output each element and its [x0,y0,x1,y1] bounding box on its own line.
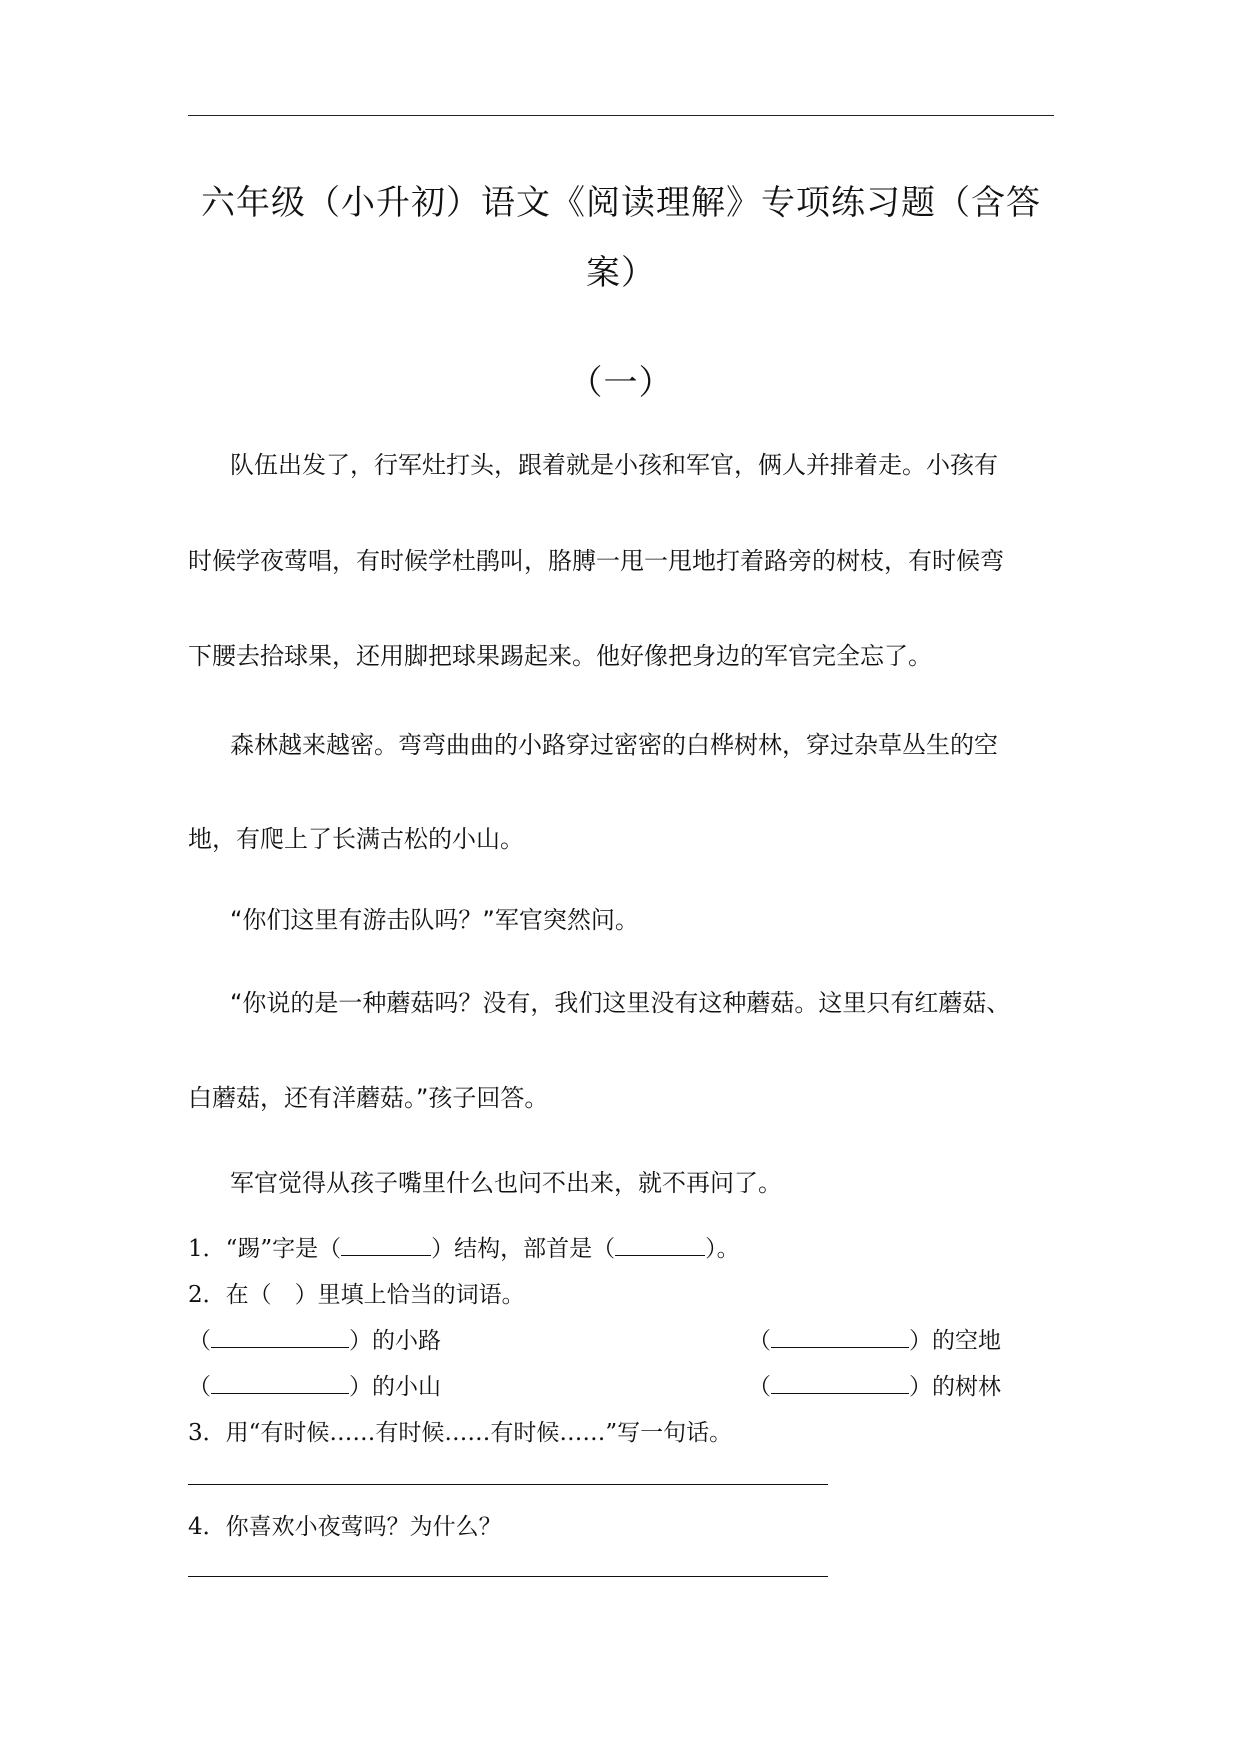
q2-row-2 [188,1368,1054,1401]
passage-line-3: 下腰去拾球果，还用脚把球果踢起来。他好像把身边的军官完全忘了。 [188,642,932,670]
q2-open-1: （ [188,1328,211,1354]
passage-line-9: 军官觉得从孩子嘴里什么也问不出来，就不再问了。 [230,1169,782,1197]
q2-row-1 [188,1322,1054,1355]
passage-line-2: 时候学夜莺唱，有时候学杜鹃叫，胳膊一甩一甩地打着路旁的树枝，有时候弯 [188,547,1004,575]
q2-item-4: ）的树林 [909,1374,1001,1400]
q2-open-3: （ [188,1374,211,1400]
page-title-line-2: 案） [586,253,656,293]
q1-prefix: 1．“踢”字是（ [188,1236,342,1262]
q1-suffix: ）。 [705,1236,740,1262]
q2-item-1: ）的小路 [349,1328,441,1354]
q2-open-4: （ [748,1374,771,1400]
q2-item-3: ）的小山 [349,1374,441,1400]
page-title-line-1: 六年级（小升初）语文《阅读理解》专项练习题（含答 [201,183,1041,223]
q1-middle: ）结构，部首是（ [431,1236,616,1262]
q1-blank-structure[interactable] [341,1233,431,1256]
question-3: 3．用“有时候……有时候……有时候……”写一句话。 [188,1420,733,1446]
q2-open-2: （ [748,1328,771,1354]
question-1 [188,1230,1054,1263]
q4-answer-line[interactable] [188,1576,828,1577]
header-rule [188,115,1054,116]
question-2: 2．在（ ）里填上恰当的词语。 [188,1282,525,1308]
passage-line-4: 森林越来越密。弯弯曲曲的小路穿过密密的白桦树林，穿过杂草丛生的空 [230,731,998,759]
q2-blank-2[interactable] [771,1325,909,1348]
q2-blank-1[interactable] [211,1325,349,1348]
passage-line-6: “你们这里有游击队吗？”军官突然问。 [230,906,639,934]
q1-blank-radical[interactable] [615,1233,705,1256]
q3-answer-line[interactable] [188,1484,828,1485]
q2-item-2: ）的空地 [909,1328,1001,1354]
passage-line-1: 队伍出发了，行军灶打头，跟着就是小孩和军官，俩人并排着走。小孩有 [230,451,998,479]
q2-blank-4[interactable] [771,1371,909,1394]
section-heading: （一） [568,363,674,403]
passage-line-7: “你说的是一种蘑菇吗？没有，我们这里没有这种蘑菇。这里只有红蘑菇、 [230,989,1011,1017]
passage-line-5: 地，有爬上了长满古松的小山。 [188,825,524,853]
passage-line-8: 白蘑菇，还有洋蘑菇。”孩子回答。 [188,1084,549,1112]
question-4: 4．你喜欢小夜莺吗？为什么？ [188,1514,502,1540]
q2-blank-3[interactable] [211,1371,349,1394]
